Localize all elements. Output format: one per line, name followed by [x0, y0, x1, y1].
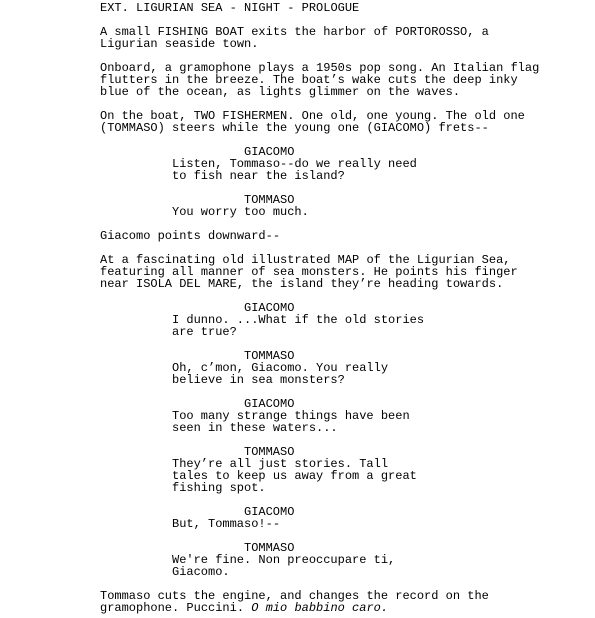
action-block — [0, 62, 595, 98]
spacer — [0, 134, 595, 146]
dialogue-line: They’re all just stories. Tall — [172, 457, 389, 471]
dialogue-block — [0, 350, 595, 386]
action-block — [0, 590, 595, 614]
dialogue-line: are true? — [172, 325, 237, 339]
character-name: GIACOMO — [244, 505, 295, 519]
spacer — [0, 386, 595, 398]
dialogue-line: We're fine. Non preoccupare ti, — [172, 553, 396, 567]
action-block — [0, 254, 595, 290]
action-line: flutters in the breeze. The boat’s wake cuts the deep inky — [100, 73, 518, 87]
dialogue-line: to fish near the island? — [172, 169, 345, 183]
dialogue-block — [0, 446, 595, 494]
action-block — [0, 230, 595, 242]
dialogue-line: But, Tommaso!-- — [172, 517, 281, 531]
dialogue-block — [0, 194, 595, 218]
action-line: At a fascinating old illustrated MAP of the Ligurian Sea, — [100, 253, 511, 267]
action-text: gramophone. Puccini. — [100, 601, 252, 615]
character-name: GIACOMO — [244, 397, 295, 411]
dialogue-line: You worry too much. — [172, 205, 309, 219]
action-line: Ligurian seaside town. — [100, 37, 259, 51]
action-line: Onboard, a gramophone plays a 1950s pop song. An Italian flag — [100, 61, 540, 75]
action-line — [100, 602, 595, 614]
spacer — [0, 494, 595, 506]
dialogue-block — [0, 146, 595, 182]
dialogue-line: Giacomo. — [172, 565, 230, 579]
action-block — [0, 26, 595, 50]
screenplay-page — [0, 2, 595, 614]
action-line: Tommaso cuts the engine, and changes the record on the — [100, 589, 489, 603]
action-block — [0, 110, 595, 134]
spacer — [0, 338, 595, 350]
dialogue-line: believe in sea monsters? — [172, 373, 345, 387]
action-line: (TOMMASO) steers while the young one (GIACOMO) frets-- — [100, 121, 489, 135]
dialogue-line: Too many strange things have been — [172, 409, 410, 423]
dialogue-block — [0, 506, 595, 530]
character-name: TOMMASO — [244, 541, 295, 555]
character-name: TOMMASO — [244, 445, 295, 459]
action-line: A small FISHING BOAT exits the harbor of PORTOROSSO, a — [100, 25, 489, 39]
dialogue-line: I dunno. ...What if the old stories — [172, 313, 425, 327]
scene-heading: EXT. LIGURIAN SEA - NIGHT - PROLOGUE — [100, 1, 360, 15]
spacer — [0, 290, 595, 302]
action-line: featuring all manner of sea monsters. He points his finger — [100, 265, 518, 279]
dialogue-block — [0, 302, 595, 338]
dialogue-line: Oh, c’mon, Giacomo. You really — [172, 361, 389, 375]
action-line: On the boat, TWO FISHERMEN. One old, one young. The old one — [100, 109, 525, 123]
dialogue-block — [0, 398, 595, 434]
spacer — [0, 182, 595, 194]
song-title: O mio babbino caro. — [251, 601, 389, 615]
spacer — [0, 434, 595, 446]
action-line: blue of the ocean, as lights glimmer on the waves. — [100, 85, 461, 99]
spacer — [0, 218, 595, 230]
action-line: Giacomo points downward-- — [100, 229, 281, 243]
character-name: TOMMASO — [244, 193, 295, 207]
dialogue-line: seen in these waters... — [172, 421, 338, 435]
dialogue-block — [0, 542, 595, 578]
character-name: GIACOMO — [244, 145, 295, 159]
dialogue-line: tales to keep us away from a great — [172, 469, 417, 483]
dialogue-line: Listen, Tommaso--do we really need — [172, 157, 417, 171]
character-name: TOMMASO — [244, 349, 295, 363]
character-name: GIACOMO — [244, 301, 295, 315]
dialogue-line: fishing spot. — [172, 481, 266, 495]
spacer — [0, 530, 595, 542]
action-line: near ISOLA DEL MARE, the island they’re heading towards. — [100, 277, 504, 291]
